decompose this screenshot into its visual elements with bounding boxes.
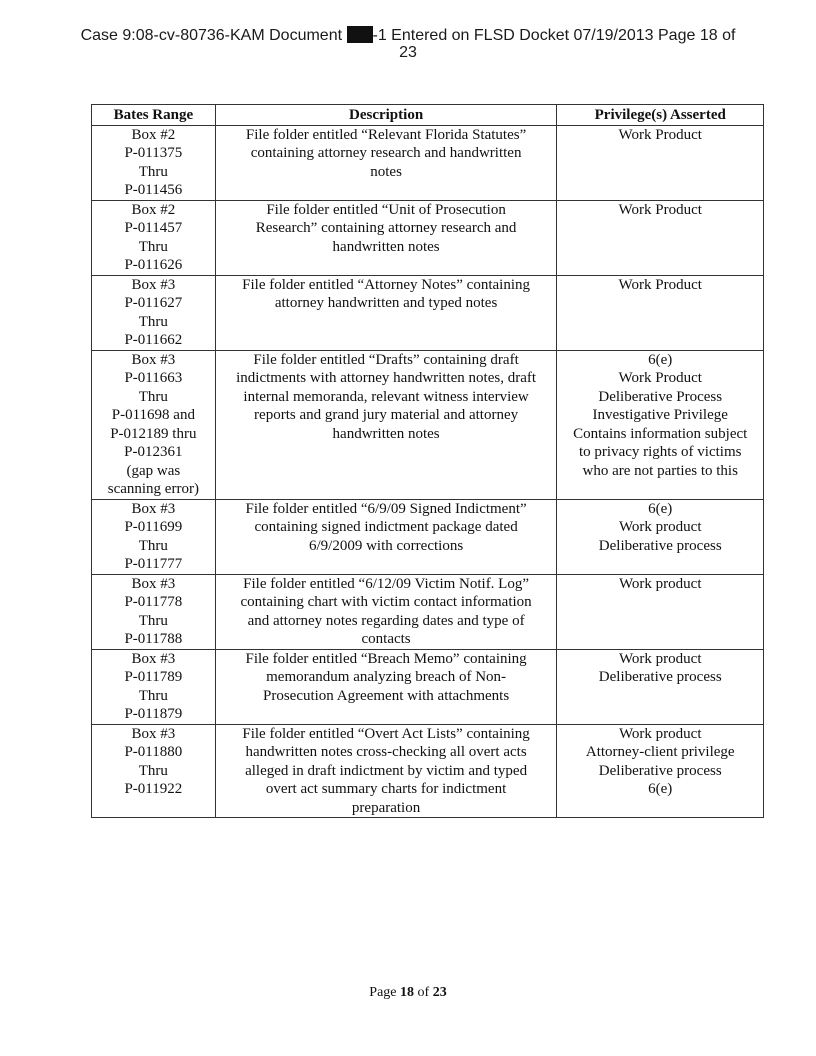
description-line: and attorney notes regarding dates and type of	[247, 612, 525, 629]
table-row	[92, 649, 764, 724]
bates-range-cell	[92, 200, 216, 275]
description-line: File folder entitled “6/9/09 Signed Indictment”	[245, 500, 527, 517]
table-row	[92, 499, 764, 574]
privilege-line: 6(e)	[648, 781, 673, 797]
description-cell	[215, 125, 557, 200]
bates-line: Thru	[138, 238, 168, 255]
description-line: File folder entitled “Unit of Prosecution	[266, 201, 506, 218]
bates-line: scanning error)	[107, 481, 199, 497]
bates-line: P-011456	[124, 182, 183, 198]
description-line: notes	[370, 163, 402, 180]
bates-line: P-011663	[124, 370, 183, 386]
header-bates-range: Bates Range	[92, 105, 216, 126]
bates-line: Box #3	[131, 351, 176, 368]
table-row	[92, 350, 764, 499]
description-line: 6/9/2009 with corrections	[309, 537, 464, 554]
privilege-line: Contains information subject	[573, 425, 748, 442]
privilege-line: Work product	[618, 725, 702, 742]
description-cell	[215, 574, 557, 649]
description-line: File folder entitled “Overt Act Lists” containing	[242, 725, 530, 742]
table-header-row	[92, 105, 764, 126]
bates-line: P-011778	[124, 594, 183, 610]
privileges-cell	[557, 649, 764, 724]
description-cell	[215, 350, 557, 499]
bates-line: Box #3	[131, 276, 176, 293]
privileges-cell	[557, 275, 764, 350]
docket-header-line2: 23	[399, 44, 417, 61]
privilege-line: 6(e)	[648, 351, 673, 368]
bates-line: Box #3	[131, 725, 176, 742]
page-footer	[0, 985, 816, 1001]
privilege-line: who are not parties to this	[582, 462, 738, 479]
privilege-line: Work product	[618, 650, 702, 667]
privileges-cell	[557, 125, 764, 200]
header-description: Description	[215, 105, 557, 126]
description-line: File folder entitled “Relevant Florida Statutes”	[245, 126, 527, 143]
bates-range-cell	[92, 574, 216, 649]
description-cell	[215, 499, 557, 574]
description-line: attorney handwritten and typed notes	[274, 295, 498, 311]
bates-range-cell	[92, 275, 216, 350]
bates-line: Thru	[138, 612, 168, 629]
description-line: handwritten notes	[332, 425, 440, 442]
table-row	[92, 574, 764, 649]
description-cell	[215, 649, 557, 724]
privileges-cell	[557, 574, 764, 649]
bates-line: P-011788	[124, 631, 183, 647]
bates-line: Thru	[138, 388, 168, 405]
privilege-line: Work Product	[618, 370, 702, 386]
description-line: containing signed indictment package dated	[254, 519, 518, 535]
table-row	[92, 125, 764, 200]
description-line: handwritten notes	[332, 238, 440, 255]
bates-range-cell	[92, 649, 216, 724]
redaction-block	[347, 26, 373, 43]
bates-line: P-011698 and	[111, 407, 195, 423]
bates-line: P-011375	[124, 145, 183, 161]
description-line: File folder entitled “Breach Memo” containing	[245, 650, 527, 667]
footer-page-number: 18	[400, 985, 415, 1000]
footer-of-label: of	[417, 985, 430, 1000]
privileges-cell	[557, 724, 764, 818]
description-line: overt act summary charts for indictment	[265, 781, 507, 797]
privileges-cell	[557, 350, 764, 499]
docket-header-prefix: Case 9:08-cv-80736-KAM Document	[80, 27, 347, 44]
description-line: preparation	[351, 799, 421, 816]
description-line: Research” containing attorney research and	[255, 220, 517, 236]
privilege-line: Deliberative process	[598, 762, 722, 779]
privilege-line: Deliberative process	[598, 669, 722, 685]
bates-line: P-011627	[124, 295, 183, 311]
bates-line: P-011626	[124, 257, 183, 273]
bates-range-cell	[92, 125, 216, 200]
bates-line: P-011922	[124, 781, 183, 797]
privileges-cell	[557, 200, 764, 275]
footer-page-label: Page	[369, 985, 397, 1000]
bates-line: Box #2	[131, 126, 176, 143]
bates-line: Box #2	[131, 201, 176, 218]
bates-line: Box #3	[131, 575, 176, 592]
table-row	[92, 275, 764, 350]
docket-header	[0, 26, 816, 61]
footer-total-pages: 23	[432, 985, 447, 1000]
description-line: contacts	[361, 631, 411, 647]
privilege-line: Deliberative process	[598, 537, 722, 554]
description-cell	[215, 200, 557, 275]
description-line: containing attorney research and handwritten	[250, 145, 522, 161]
bates-line: P-011699	[124, 519, 183, 535]
table-row	[92, 724, 764, 818]
description-line: memorandum analyzing breach of Non-	[266, 669, 507, 685]
description-line: handwritten notes cross-checking all overt acts	[245, 744, 527, 760]
bates-line: P-012189 thru	[110, 425, 197, 442]
description-line: alleged in draft indictment by victim and typed	[245, 762, 528, 779]
privilege-line: Deliberative Process	[598, 388, 723, 405]
description-cell	[215, 275, 557, 350]
docket-header-suffix: -1 Entered on FLSD Docket 07/19/2013 Page 18 of	[372, 27, 736, 44]
bates-line: Thru	[138, 537, 168, 554]
privilege-line: to privacy rights of victims	[578, 444, 742, 460]
bates-line: (gap was	[126, 462, 181, 479]
privilege-line: Investigative Privilege	[592, 407, 728, 423]
privilege-line: Work Product	[618, 276, 702, 293]
bates-range-cell	[92, 350, 216, 499]
bates-line: Thru	[138, 762, 168, 779]
bates-line: P-011662	[124, 332, 183, 348]
bates-line: P-011880	[124, 744, 183, 760]
privilege-line: Work product	[618, 519, 702, 535]
docket-header-line1	[0, 26, 816, 44]
privilege-line: Work Product	[618, 126, 702, 143]
bates-line: P-011777	[124, 556, 183, 572]
description-line: Prosecution Agreement with attachments	[262, 687, 510, 704]
privilege-line: Work product	[618, 575, 702, 592]
bates-line: P-011457	[124, 220, 183, 236]
description-line: reports and grand jury material and attorney	[254, 407, 519, 423]
table-body	[92, 125, 764, 818]
privilege-line: Work Product	[618, 201, 702, 218]
bates-line: Box #3	[131, 650, 176, 667]
bates-line: P-011789	[124, 669, 183, 685]
description-line: File folder entitled “Attorney Notes” containing	[242, 276, 530, 293]
bates-line: P-012361	[124, 444, 183, 460]
bates-line: Thru	[138, 687, 168, 704]
bates-line: Thru	[138, 163, 168, 180]
bates-range-cell	[92, 499, 216, 574]
bates-line: P-011879	[124, 706, 183, 722]
description-line: File folder entitled “6/12/09 Victim Notif. Log”	[243, 575, 530, 592]
description-line: containing chart with victim contact information	[240, 594, 532, 610]
description-cell	[215, 724, 557, 818]
bates-line: Box #3	[131, 500, 176, 517]
privileges-cell	[557, 499, 764, 574]
description-line: File folder entitled “Drafts” containing draft	[253, 351, 519, 368]
header-privileges: Privilege(s) Asserted	[557, 105, 764, 126]
description-line: indictments with attorney handwritten notes, draft	[236, 370, 537, 386]
bates-line: Thru	[138, 313, 168, 330]
privilege-log-table	[91, 104, 764, 818]
table-row	[92, 200, 764, 275]
privilege-line: Attorney-client privilege	[585, 744, 735, 760]
description-line: internal memoranda, relevant witness interview	[243, 388, 529, 405]
bates-range-cell	[92, 724, 216, 818]
privilege-line: 6(e)	[648, 500, 673, 517]
